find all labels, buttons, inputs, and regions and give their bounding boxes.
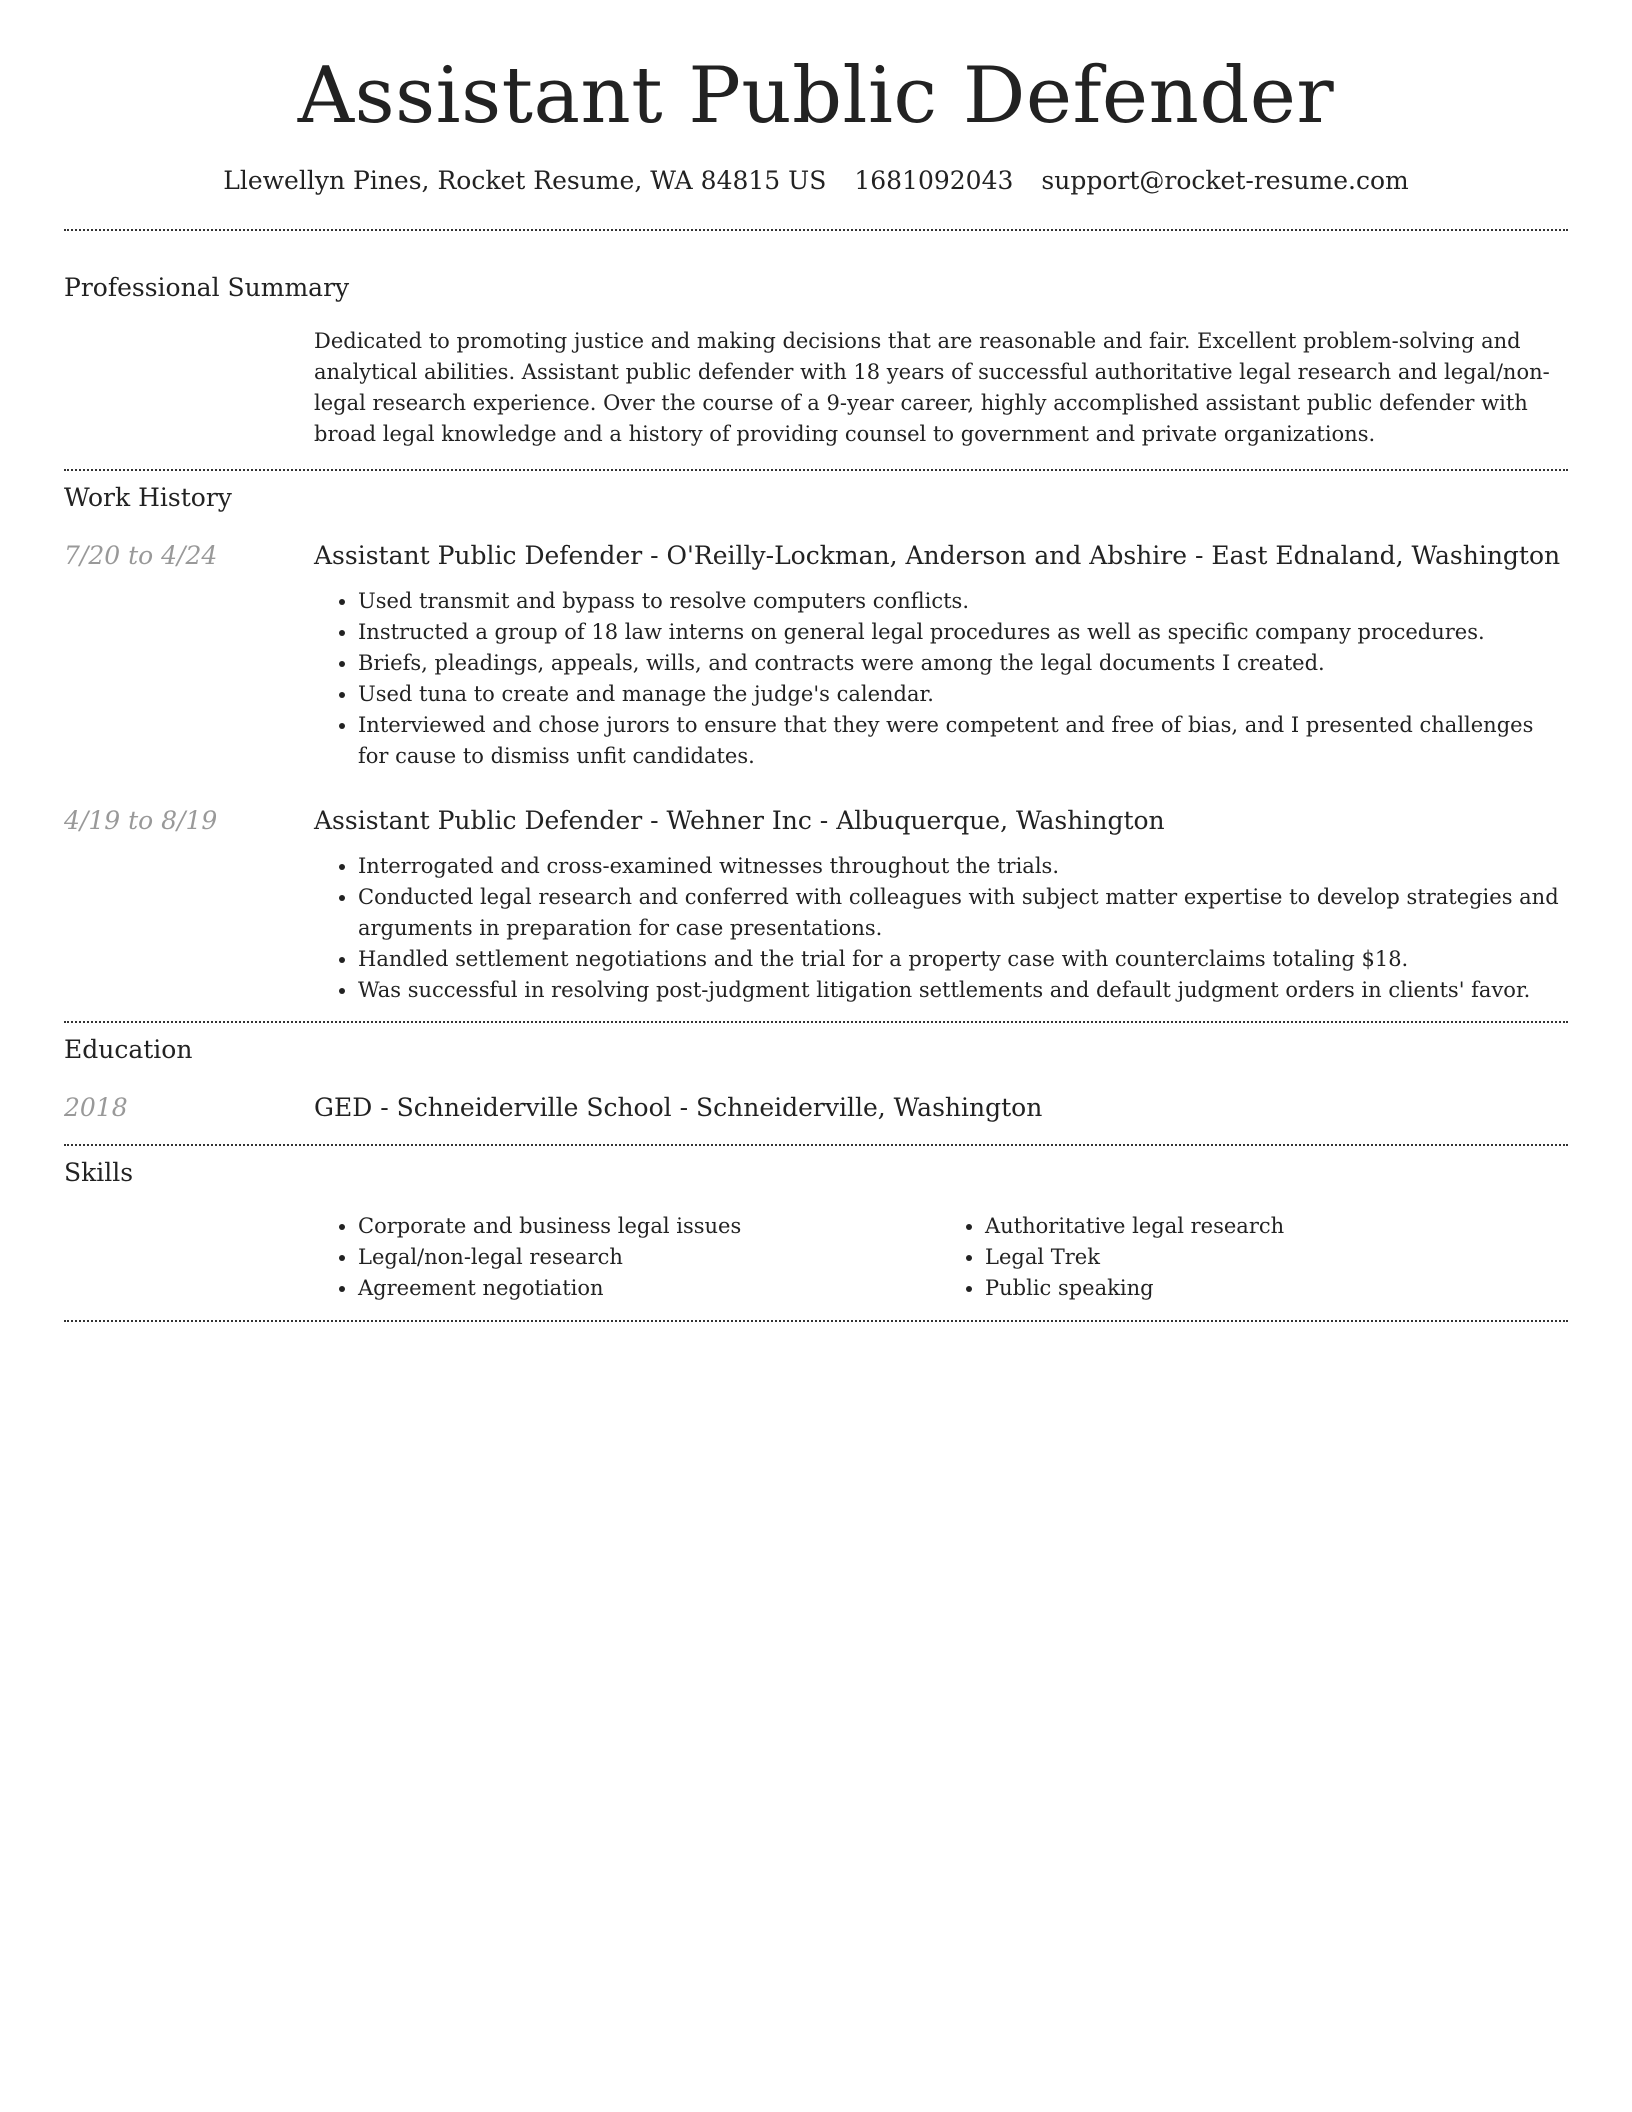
skills-section bbox=[64, 1158, 1568, 1304]
skills-column-right bbox=[941, 1211, 1568, 1304]
job-dates: 4/19 to 8/19 bbox=[64, 805, 218, 835]
contact-email: support@rocket-resume.com bbox=[1041, 165, 1409, 195]
job-role: Assistant Public Defender bbox=[314, 540, 643, 570]
summary-heading: Professional Summary bbox=[64, 272, 350, 302]
list-item: • Instructed a group of 18 law interns on general legal procedures as well as specific company procedures. bbox=[358, 617, 1568, 648]
job-details: - Wehner Inc - Albuquerque, Washington bbox=[642, 805, 1165, 835]
list-item: • Legal Trek bbox=[985, 1242, 1568, 1273]
work-history-heading: Work History bbox=[64, 482, 232, 512]
education-section bbox=[64, 1035, 1568, 1122]
job-bullets bbox=[314, 586, 1568, 772]
list-item: • Interrogated and cross-examined witnesses throughout the trials. bbox=[358, 851, 1568, 882]
list-item: • Was successful in resolving post-judgment litigation settlements and default judgment orders in clients' favor. bbox=[358, 975, 1568, 1006]
job-heading bbox=[314, 541, 1568, 570]
resume-title: Assistant Public Defender bbox=[297, 51, 1335, 141]
list-item: • Used tuna to create and manage the judge's calendar. bbox=[358, 679, 1568, 710]
job-bullets bbox=[314, 851, 1568, 1006]
resume-page bbox=[64, 0, 1568, 1322]
job-heading bbox=[314, 806, 1568, 835]
skills-heading: Skills bbox=[64, 1157, 134, 1187]
contact-phone: 1681092043 bbox=[854, 165, 1014, 195]
divider bbox=[64, 229, 1568, 231]
education-entry bbox=[64, 1093, 1568, 1122]
list-item: • Agreement negotiation bbox=[358, 1273, 941, 1304]
list-item: • Used transmit and bypass to resolve computers conflicts. bbox=[358, 586, 1568, 617]
job-dates: 7/20 to 4/24 bbox=[64, 540, 218, 570]
contact-line bbox=[64, 166, 1568, 195]
education-year: 2018 bbox=[64, 1092, 128, 1122]
divider bbox=[64, 1320, 1568, 1322]
job-entry bbox=[64, 806, 1568, 1006]
summary-section bbox=[64, 273, 1568, 450]
job-entry bbox=[64, 541, 1568, 772]
list-item: • Conducted legal research and conferred with colleagues with subject matter expertise to develop strategies and arguments in preparation for case presentations. bbox=[358, 882, 1568, 944]
divider bbox=[64, 469, 1568, 471]
list-item: • Authoritative legal research bbox=[985, 1211, 1568, 1242]
divider bbox=[64, 1021, 1568, 1023]
contact-address: Llewellyn Pines, Rocket Resume, WA 84815 US bbox=[223, 165, 827, 195]
list-item: • Corporate and business legal issues bbox=[358, 1211, 941, 1242]
list-item: • Briefs, pleadings, appeals, wills, and contracts were among the legal documents I created. bbox=[358, 648, 1568, 679]
list-item: • Interviewed and chose jurors to ensure that they were competent and free of bias, and I presented challenges for cause to dismiss unfit candidates. bbox=[358, 710, 1568, 772]
list-item: • Handled settlement negotiations and the trial for a property case with counterclaims totaling $18. bbox=[358, 944, 1568, 975]
education-details: GED - Schneiderville School - Schneiderville, Washington bbox=[314, 1092, 1043, 1122]
work-history-section bbox=[64, 483, 1568, 1006]
education-heading: Education bbox=[64, 1034, 193, 1064]
job-role: Assistant Public Defender bbox=[314, 805, 643, 835]
job-details: - O'Reilly-Lockman, Anderson and Abshire - East Ednaland, Washington bbox=[642, 540, 1561, 570]
divider bbox=[64, 1144, 1568, 1146]
list-item: • Legal/non-legal research bbox=[358, 1242, 941, 1273]
list-item: • Public speaking bbox=[985, 1273, 1568, 1304]
skills-list bbox=[314, 1211, 1568, 1304]
summary-text: Dedicated to promoting justice and making decisions that are reasonable and fair. Excellent problem-solving and analytical abilities. Assistant public defender with 18 years of successful authoritative legal research and legal/non-legal research experience. Over the course of a 9-year career, highly accomplished assistant public defender with broad legal knowledge and a history of providing counsel to government and private organizations. bbox=[314, 328, 1550, 446]
skills-column-left bbox=[314, 1211, 941, 1304]
